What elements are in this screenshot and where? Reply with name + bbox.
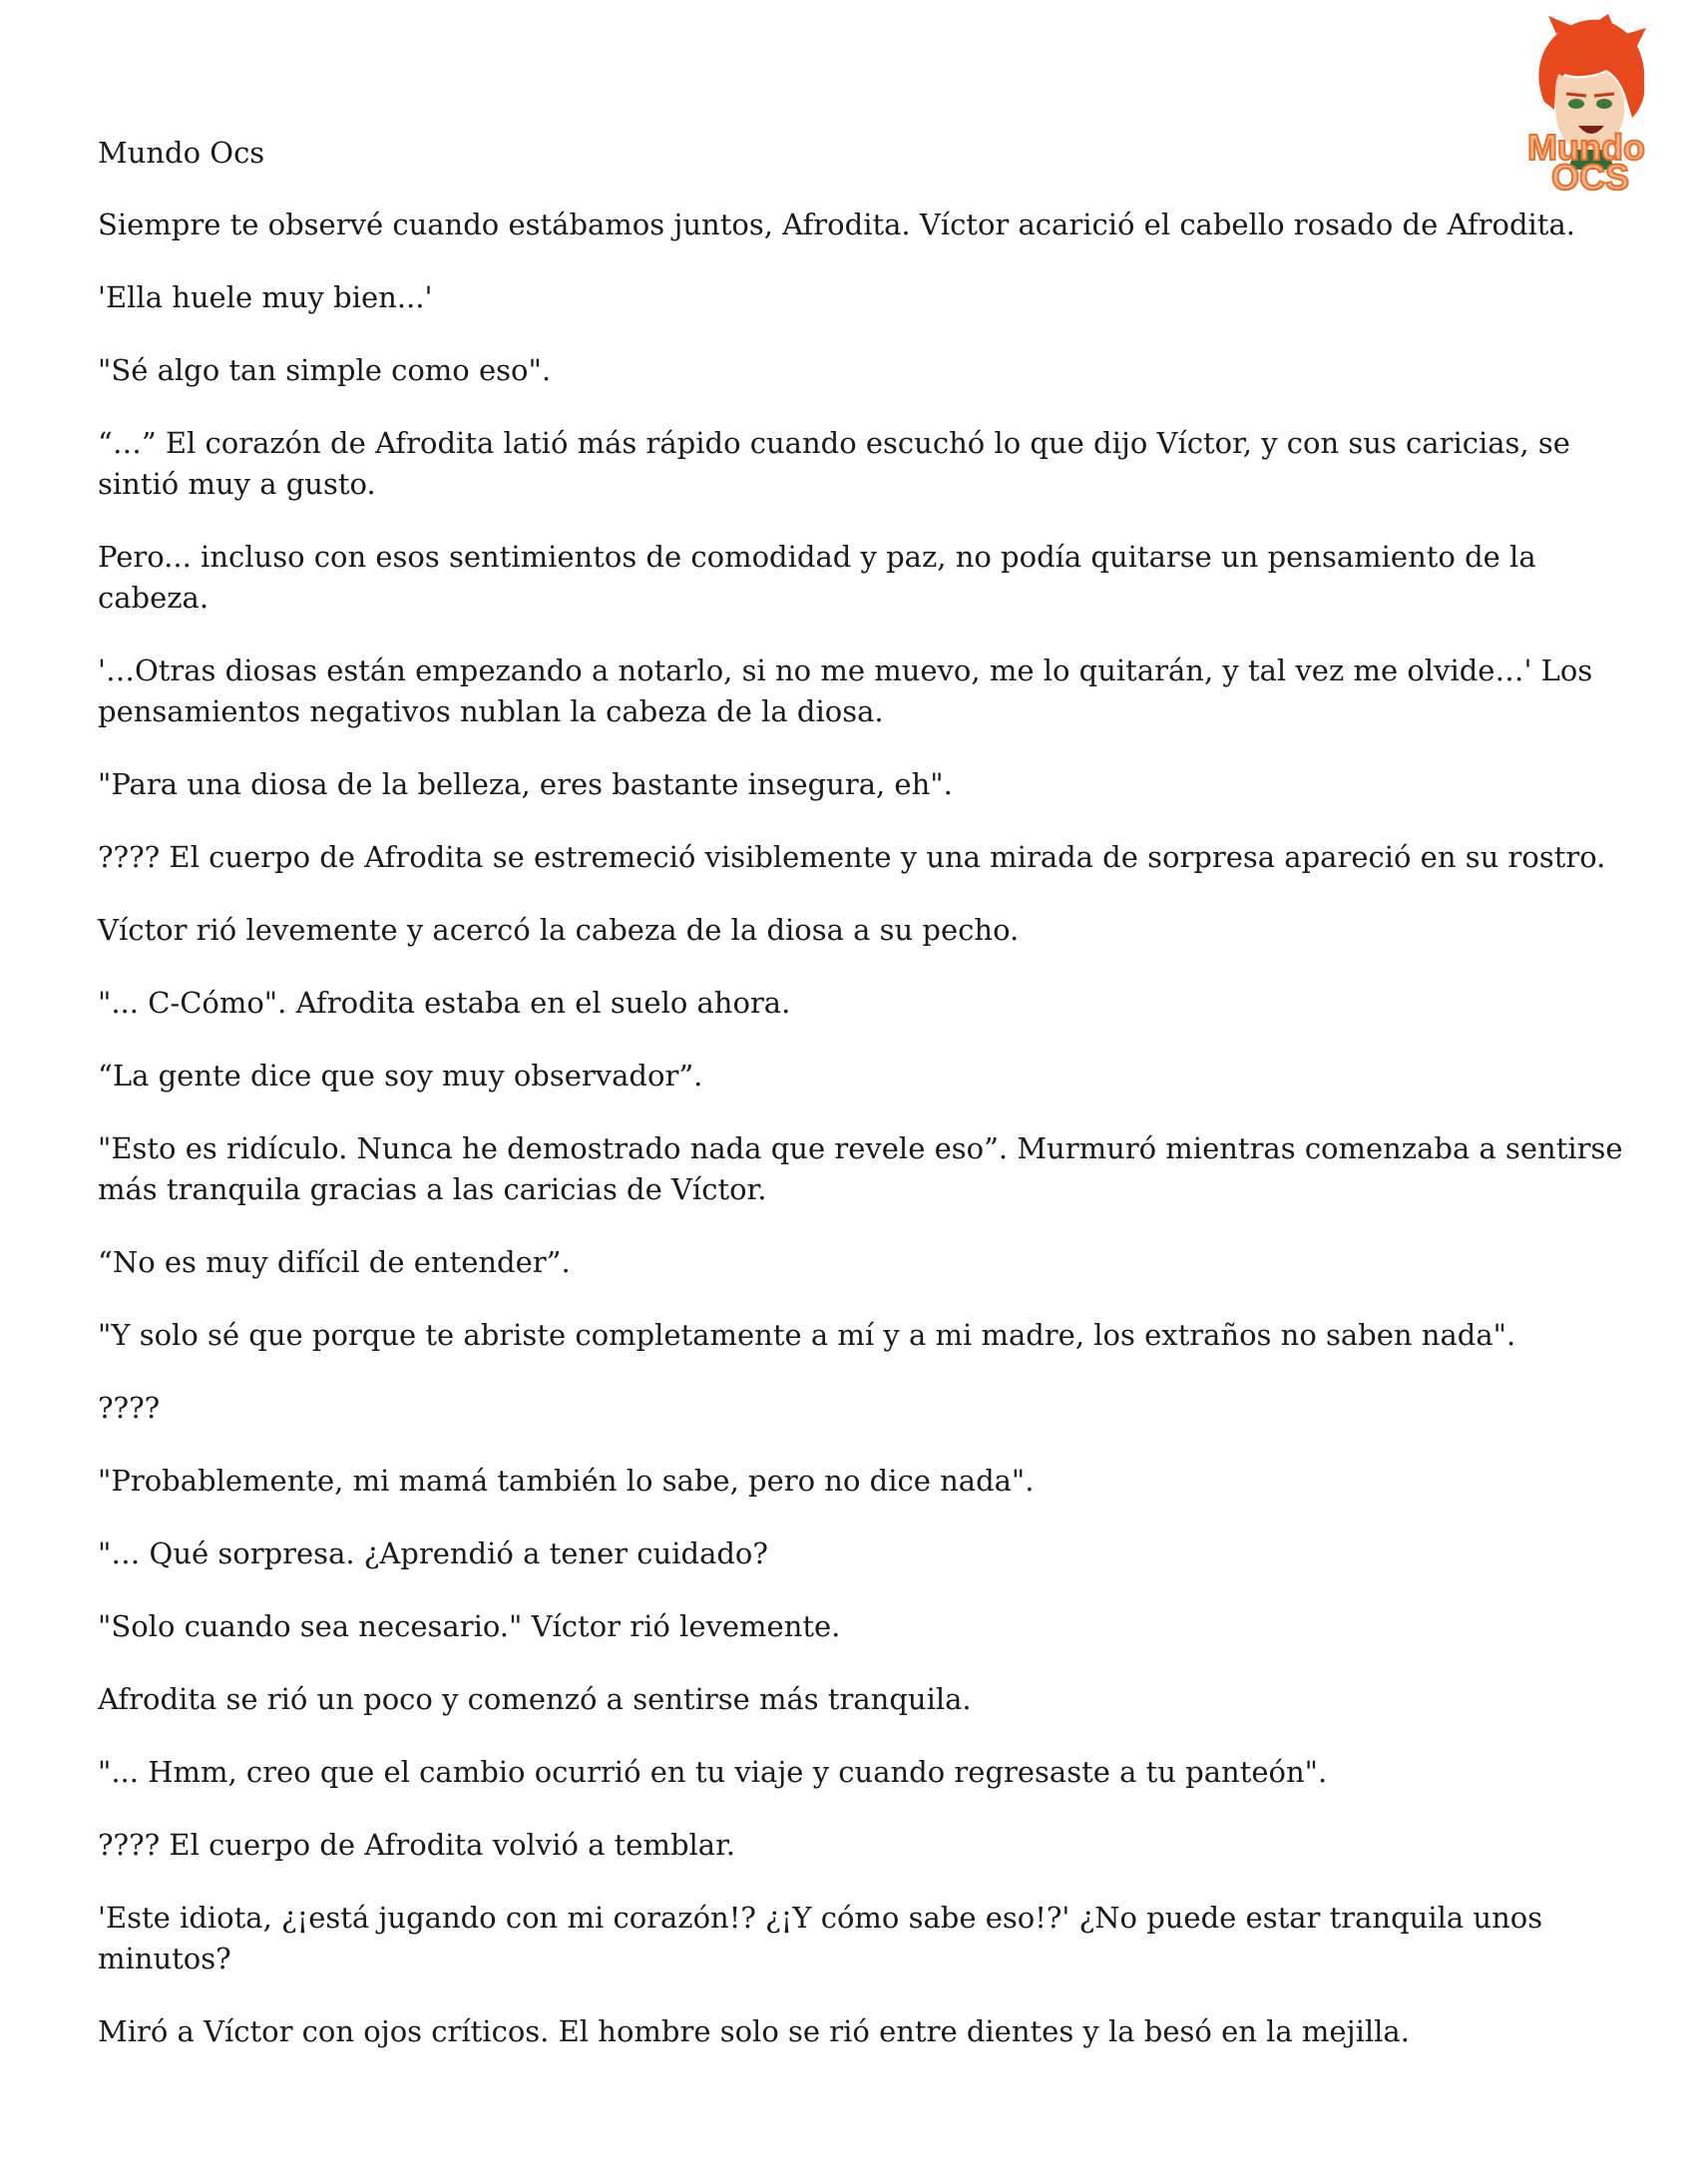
paragraph: “La gente dice que soy muy observador”. [98, 1059, 703, 1092]
document-title: Mundo Ocs [98, 136, 265, 170]
paragraph: "Para una diosa de la belleza, eres bastante insegura, eh". [98, 767, 953, 801]
paragraph: "Solo cuando sea necesario." Víctor rió levemente. [98, 1609, 841, 1643]
paragraph: “No es muy difícil de entender”. [98, 1245, 571, 1279]
document-body [98, 205, 1634, 2084]
paragraph: ???? El cuerpo de Afrodita volvió a temblar. [98, 1828, 735, 1862]
paragraph: Siempre te observé cuando estábamos juntos, Afrodita. Víctor acarició el cabello rosado de Afrodita. [98, 208, 1575, 241]
logo-text-ocs: OCS [1550, 157, 1630, 194]
paragraph: "Esto es ridículo. Nunca he demostrado nada que revele eso”. Murmuró mientras comenzaba a sentirse más tranquila gracias a las caricias de Víctor. [98, 1131, 1623, 1206]
paragraph: ???? El cuerpo de Afrodita se estremeció visiblemente y una mirada de sorpresa apareció en su rostro. [98, 840, 1606, 874]
paragraph: Víctor rió levemente y acercó la cabeza de la diosa a su pecho. [98, 913, 1020, 947]
paragraph: "Probablemente, mi mamá también lo sabe, pero no dice nada". [98, 1464, 1035, 1498]
paragraph: 'Este idiota, ¿¡está jugando con mi corazón!? ¿¡Y cómo sabe eso!?' ¿No puede estar tranquila unos minutos? [98, 1901, 1543, 1975]
paragraph: Afrodita se rió un poco y comenzó a sentirse más tranquila. [98, 1682, 972, 1716]
logo-text-mundo: Mundo [1527, 127, 1645, 168]
paragraph: Pero... incluso con esos sentimientos de comodidad y paz, no podía quitarse un pensamiento de la cabeza. [98, 540, 1536, 615]
paragraph: "... C-Cómo". Afrodita estaba en el suelo ahora. [98, 986, 791, 1020]
paragraph: 'Ella huele muy bien...' [98, 280, 433, 314]
paragraph: "Y solo sé que porque te abriste completamente a mí y a mi madre, los extraños no saben nada". [98, 1318, 1516, 1352]
paragraph: "… Qué sorpresa. ¿Aprendió a tener cuidado? [98, 1536, 768, 1570]
paragraph: '…Otras diosas están empezando a notarlo, si no me muevo, me lo quitarán, y tal vez me olvide…' Los pensamientos negativos nublan la cabeza de la diosa. [98, 654, 1593, 728]
paragraph: ???? [98, 1391, 161, 1425]
paragraph: "Sé algo tan simple como eso". [98, 353, 552, 387]
paragraph: "... Hmm, creo que el cambio ocurrió en tu viaje y cuando regresaste a tu panteón". [98, 1755, 1328, 1789]
paragraph: “…” El corazón de Afrodita latió más rápido cuando escuchó lo que dijo Víctor, y con sus caricias, se sintió muy a gusto. [98, 426, 1570, 501]
paragraph: Miró a Víctor con ojos críticos. El hombre solo se rió entre dientes y la besó en la mejilla. [98, 2014, 1410, 2048]
mundo-ocs-logo [1496, 14, 1676, 194]
